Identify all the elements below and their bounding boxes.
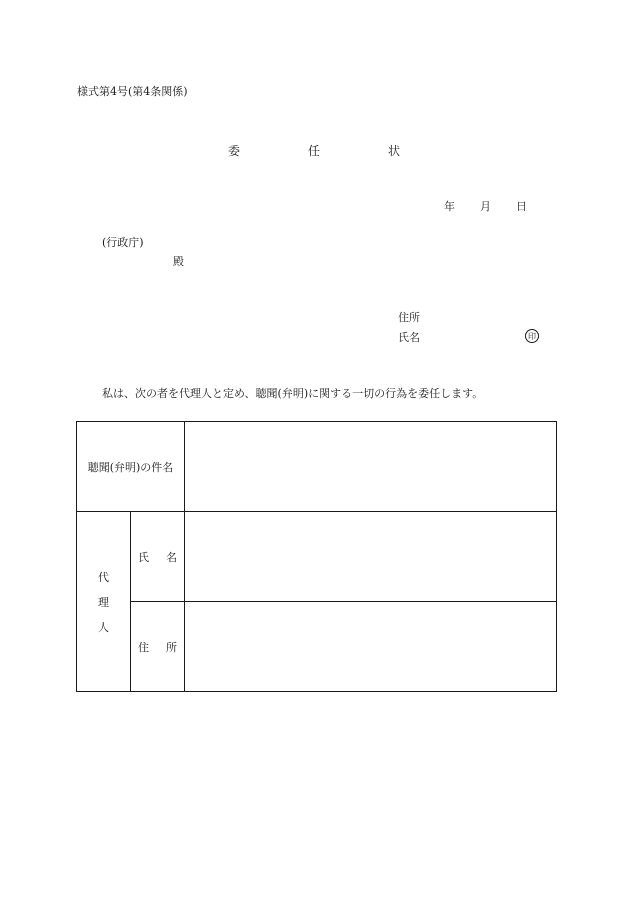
agent-label-char-2: 理 bbox=[98, 595, 109, 609]
agent-address-label bbox=[131, 602, 185, 692]
case-value-cell[interactable] bbox=[185, 422, 557, 512]
agent-address-label-char-1: 住 bbox=[138, 640, 149, 654]
agent-name-value-cell[interactable] bbox=[185, 512, 557, 602]
form-number: 様式第4号(第4条関係) bbox=[77, 85, 188, 98]
delegation-statement: 私は、次の者を代理人と定め、聴聞(弁明)に関する一切の行為を委任します。 bbox=[102, 387, 484, 400]
date-year-label: 年 bbox=[444, 200, 455, 213]
agent-name-label-char-2: 名 bbox=[166, 550, 177, 564]
title-char-2: 任 bbox=[308, 144, 321, 158]
agent-name-label bbox=[131, 512, 185, 602]
principal-address-label: 住所 bbox=[398, 311, 420, 324]
agent-name-row bbox=[77, 512, 557, 602]
agent-address-row bbox=[77, 602, 557, 692]
delegation-table bbox=[76, 421, 557, 692]
agent-label-char-1: 代 bbox=[98, 570, 109, 584]
date-month-label: 月 bbox=[480, 200, 491, 213]
agent-address-label-char-2: 所 bbox=[166, 640, 177, 654]
agent-label bbox=[77, 512, 131, 692]
date-day-label: 日 bbox=[516, 200, 527, 213]
agent-name-label-char-1: 氏 bbox=[138, 550, 149, 564]
agent-address-value-cell[interactable] bbox=[185, 602, 557, 692]
title-char-3: 状 bbox=[388, 144, 401, 158]
addressee: (行政庁) bbox=[102, 236, 144, 249]
title-char-1: 委 bbox=[228, 144, 241, 158]
case-row bbox=[77, 422, 557, 512]
agent-label-char-3: 人 bbox=[98, 620, 109, 634]
honorific: 殿 bbox=[173, 255, 184, 268]
case-label: 聴聞(弁明)の件名 bbox=[77, 422, 185, 512]
seal-mark: 印 bbox=[525, 329, 539, 343]
principal-name-label: 氏名 bbox=[398, 331, 420, 344]
